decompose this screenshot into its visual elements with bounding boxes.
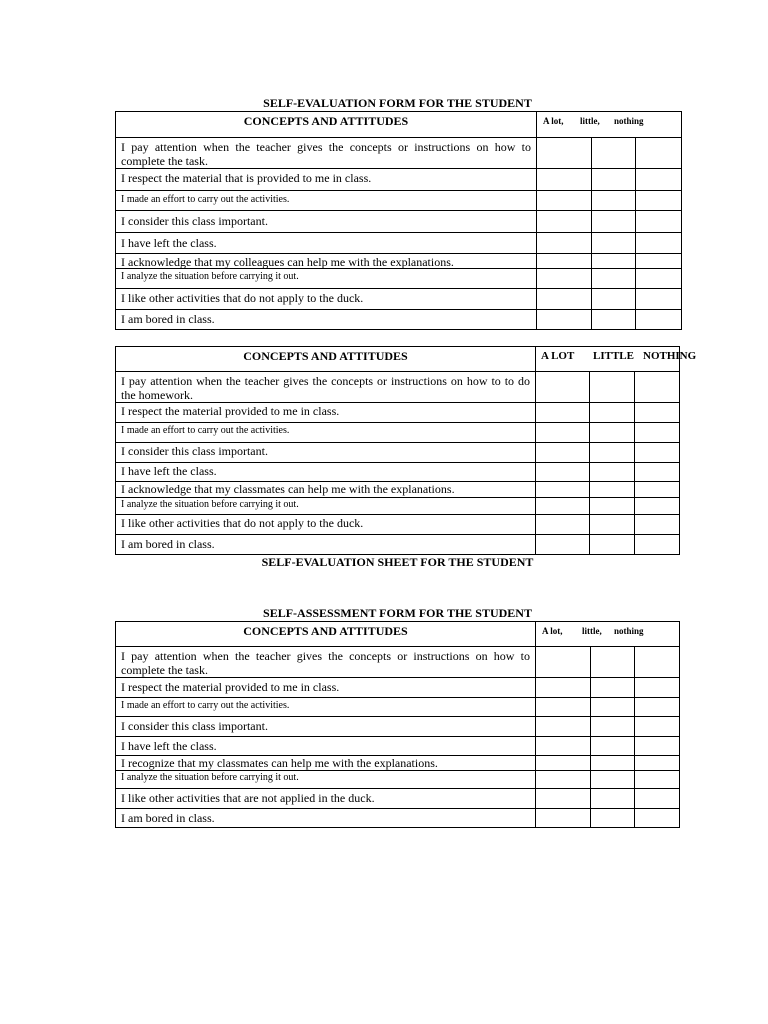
statement-cell: I am bored in class. <box>116 310 537 330</box>
check-nothing[interactable] <box>636 138 682 169</box>
check-a-lot[interactable] <box>536 756 591 771</box>
table-row <box>116 138 682 169</box>
check-little[interactable] <box>590 443 635 463</box>
table-row <box>116 515 680 535</box>
statement-cell: I analyze the situation before carrying it out. <box>116 498 536 515</box>
check-nothing[interactable] <box>635 372 680 403</box>
statement-cell: I pay attention when the teacher gives the concepts or instructions on how to complete the task. <box>116 138 537 169</box>
check-a-lot[interactable] <box>536 372 590 403</box>
table-row <box>116 233 682 254</box>
check-nothing[interactable] <box>635 535 680 555</box>
scale-little: little, <box>582 626 602 636</box>
table-row <box>116 809 680 828</box>
check-little[interactable] <box>590 498 635 515</box>
rating-scale-header <box>536 347 697 372</box>
table-row <box>116 717 680 737</box>
statement-cell: I have left the class. <box>116 233 537 254</box>
rating-scale-header <box>537 112 682 138</box>
check-a-lot[interactable] <box>537 310 592 330</box>
statement-cell: I respect the material that is provided to me in class. <box>116 169 537 191</box>
table-row <box>116 678 680 698</box>
statement-cell: I like other activities that do not apply to the duck. <box>116 289 537 310</box>
check-nothing[interactable] <box>635 678 680 698</box>
check-little[interactable] <box>592 310 636 330</box>
check-little[interactable] <box>592 233 636 254</box>
check-nothing[interactable] <box>635 515 680 535</box>
form-3-table <box>115 621 680 828</box>
table-row <box>116 463 680 482</box>
check-nothing[interactable] <box>636 211 682 233</box>
rating-scale-labels <box>543 114 644 128</box>
check-a-lot[interactable] <box>536 498 590 515</box>
check-a-lot[interactable] <box>536 771 591 789</box>
rating-scale-header <box>536 622 680 647</box>
check-a-lot[interactable] <box>537 169 592 191</box>
check-nothing[interactable] <box>635 463 680 482</box>
statement-cell: I like other activities that are not applied in the duck. <box>116 789 536 809</box>
check-nothing[interactable] <box>635 756 680 771</box>
check-little[interactable] <box>590 372 635 403</box>
check-little[interactable] <box>592 289 636 310</box>
statement-cell: I respect the material provided to me in class. <box>116 678 536 698</box>
check-a-lot[interactable] <box>536 717 591 737</box>
check-little[interactable] <box>592 211 636 233</box>
table-row <box>116 269 682 289</box>
rating-scale-labels <box>541 349 696 363</box>
statement-cell: I have left the class. <box>116 737 536 756</box>
table-row <box>116 482 680 498</box>
check-a-lot[interactable] <box>537 233 592 254</box>
check-little[interactable] <box>590 482 635 498</box>
scale-a-lot: A lot, <box>542 626 563 636</box>
form-3-header-row <box>116 622 680 647</box>
check-a-lot[interactable] <box>536 698 591 717</box>
check-a-lot[interactable] <box>536 423 590 443</box>
check-nothing[interactable] <box>636 169 682 191</box>
check-nothing[interactable] <box>636 254 682 269</box>
check-a-lot[interactable] <box>536 678 591 698</box>
statement-cell: I pay attention when the teacher gives the concepts or instructions on how to to do the homework. <box>116 372 536 403</box>
check-little[interactable] <box>590 535 635 555</box>
check-a-lot[interactable] <box>536 515 590 535</box>
scale-nothing: nothing <box>614 116 644 126</box>
check-little[interactable] <box>592 191 636 211</box>
check-nothing[interactable] <box>636 233 682 254</box>
statement-cell: I like other activities that do not apply to the duck. <box>116 515 536 535</box>
form-2-header-row <box>116 347 680 372</box>
table-row <box>116 310 682 330</box>
check-a-lot[interactable] <box>536 443 590 463</box>
table-row <box>116 254 682 269</box>
check-a-lot[interactable] <box>536 463 590 482</box>
statement-cell: I made an effort to carry out the activities. <box>116 698 536 717</box>
check-a-lot[interactable] <box>536 482 590 498</box>
check-nothing[interactable] <box>635 482 680 498</box>
check-nothing[interactable] <box>636 269 682 289</box>
check-nothing[interactable] <box>635 403 680 423</box>
table-row <box>116 789 680 809</box>
check-a-lot[interactable] <box>537 211 592 233</box>
statement-cell: I analyze the situation before carrying it out. <box>116 771 536 789</box>
check-little[interactable] <box>592 269 636 289</box>
table-row <box>116 423 680 443</box>
check-nothing[interactable] <box>635 423 680 443</box>
check-a-lot[interactable] <box>537 138 592 169</box>
table-row <box>116 169 682 191</box>
statement-cell: I consider this class important. <box>116 717 536 737</box>
check-a-lot[interactable] <box>536 647 591 678</box>
statement-cell: I consider this class important. <box>116 443 536 463</box>
check-a-lot[interactable] <box>537 269 592 289</box>
check-nothing[interactable] <box>635 698 680 717</box>
check-a-lot[interactable] <box>537 289 592 310</box>
form-1-header-row <box>116 112 682 138</box>
check-nothing[interactable] <box>635 443 680 463</box>
check-little[interactable] <box>591 771 635 789</box>
check-nothing[interactable] <box>635 498 680 515</box>
concepts-header: CONCEPTS AND ATTITUDES <box>116 347 536 372</box>
scale-nothing: NOTHING <box>643 350 697 362</box>
check-a-lot[interactable] <box>536 535 590 555</box>
table-row <box>116 289 682 310</box>
check-nothing[interactable] <box>635 737 680 756</box>
form-2-table <box>115 346 697 555</box>
check-a-lot[interactable] <box>536 789 591 809</box>
statement-cell: I respect the material provided to me in class. <box>116 403 536 423</box>
form-3-title: SELF-ASSESSMENT FORM FOR THE STUDENT <box>263 606 532 620</box>
check-little[interactable] <box>590 423 635 443</box>
table-row <box>116 756 680 771</box>
form-1-table <box>115 111 682 330</box>
statement-cell: I analyze the situation before carrying it out. <box>116 269 537 289</box>
statement-cell: I have left the class. <box>116 463 536 482</box>
form-1-title: SELF-EVALUATION FORM FOR THE STUDENT <box>263 96 532 110</box>
statement-cell: I made an effort to carry out the activities. <box>116 423 536 443</box>
statement-cell: I acknowledge that my colleagues can help me with the explanations. <box>116 254 537 269</box>
check-a-lot[interactable] <box>537 191 592 211</box>
statement-cell: I recognize that my classmates can help me with the explanations. <box>116 756 536 771</box>
check-little[interactable] <box>592 138 636 169</box>
statement-cell: I pay attention when the teacher gives the concepts or instructions on how to complete the task. <box>116 647 536 678</box>
scale-nothing: nothing <box>614 626 644 636</box>
check-little[interactable] <box>591 737 635 756</box>
check-little[interactable] <box>591 717 635 737</box>
check-nothing[interactable] <box>635 809 680 828</box>
check-nothing[interactable] <box>636 191 682 211</box>
form-2-title: SELF-EVALUATION SHEET FOR THE STUDENT <box>261 555 534 569</box>
check-little[interactable] <box>590 515 635 535</box>
table-row <box>116 211 682 233</box>
table-row <box>116 535 680 555</box>
table-row <box>116 737 680 756</box>
statement-cell: I made an effort to carry out the activities. <box>116 191 537 211</box>
scale-little: LITTLE <box>593 350 634 362</box>
check-a-lot[interactable] <box>536 403 590 423</box>
scale-a-lot: A LOT <box>541 350 575 362</box>
check-little[interactable] <box>591 756 635 771</box>
concepts-header: CONCEPTS AND ATTITUDES <box>116 112 537 138</box>
check-little[interactable] <box>591 698 635 717</box>
check-nothing[interactable] <box>635 771 680 789</box>
check-nothing[interactable] <box>636 289 682 310</box>
check-a-lot[interactable] <box>537 254 592 269</box>
check-nothing[interactable] <box>635 647 680 678</box>
check-little[interactable] <box>590 463 635 482</box>
check-little[interactable] <box>591 789 635 809</box>
rating-scale-labels <box>542 624 644 638</box>
table-row <box>116 771 680 789</box>
statement-cell: I am bored in class. <box>116 809 536 828</box>
table-row <box>116 191 682 211</box>
check-little[interactable] <box>592 254 636 269</box>
scale-little: little, <box>580 116 600 126</box>
check-little[interactable] <box>591 809 635 828</box>
table-row <box>116 443 680 463</box>
check-little[interactable] <box>591 647 635 678</box>
table-row <box>116 372 680 403</box>
table-row <box>116 647 680 678</box>
check-a-lot[interactable] <box>536 737 591 756</box>
table-row <box>116 403 680 423</box>
statement-cell: I am bored in class. <box>116 535 536 555</box>
concepts-header: CONCEPTS AND ATTITUDES <box>116 622 536 647</box>
scale-a-lot: A lot, <box>543 116 564 126</box>
check-nothing[interactable] <box>635 789 680 809</box>
check-little[interactable] <box>591 678 635 698</box>
check-nothing[interactable] <box>636 310 682 330</box>
check-nothing[interactable] <box>635 717 680 737</box>
statement-cell: I consider this class important. <box>116 211 537 233</box>
check-little[interactable] <box>592 169 636 191</box>
table-row <box>116 498 680 515</box>
check-a-lot[interactable] <box>536 809 591 828</box>
table-row <box>116 698 680 717</box>
check-little[interactable] <box>590 403 635 423</box>
statement-cell: I acknowledge that my classmates can help me with the explanations. <box>116 482 536 498</box>
